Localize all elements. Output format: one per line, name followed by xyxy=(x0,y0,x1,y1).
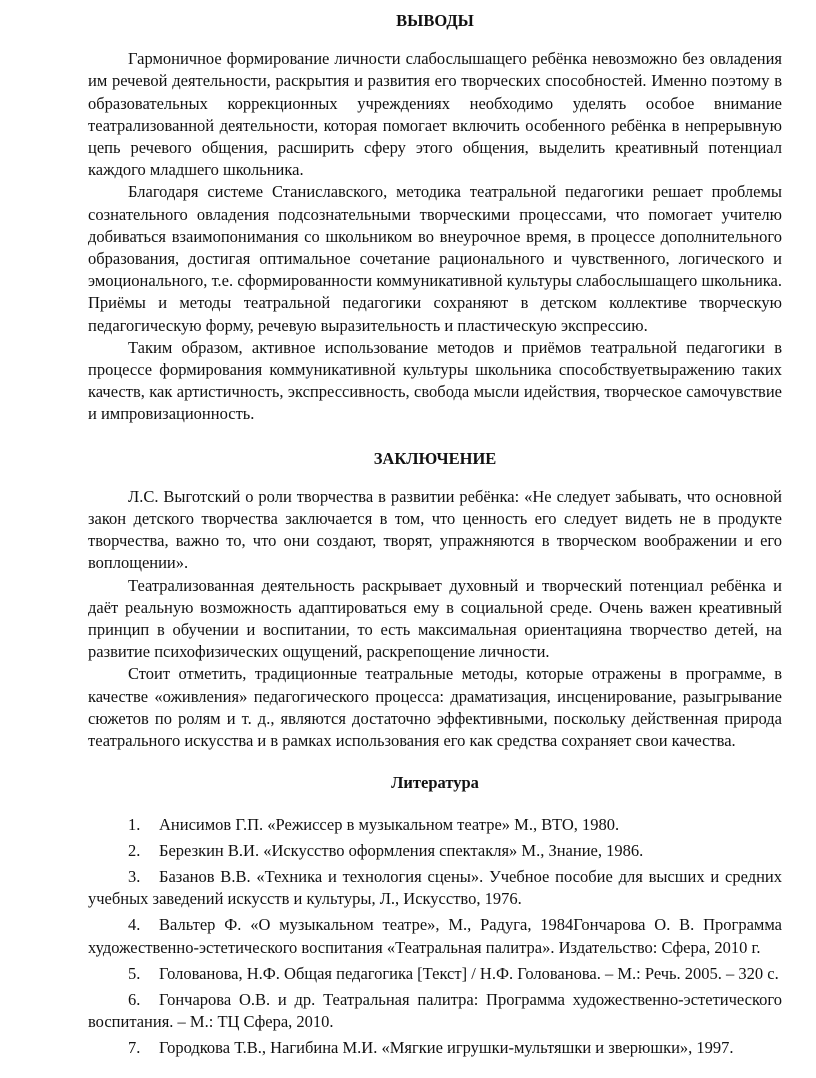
reference-text: Березкин В.И. «Искусство оформления спектакля» М., Знание, 1986. xyxy=(159,840,644,860)
section-title-conclusions: ВЫВОДЫ xyxy=(396,11,474,30)
document-page xyxy=(88,0,782,1064)
section-title-summary: ЗАКЛЮЧЕНИЕ xyxy=(373,448,497,468)
reference-number: 2. xyxy=(128,840,141,860)
reference-text: Вальтер Ф. «О музыкальном театре», М., Радуга, 1984Гончарова О. В. Программа художественно-эстетического воспитания «Театральная палитра». Издательство: Сфера, 2010 г. xyxy=(88,915,782,957)
reference-item xyxy=(88,989,782,1033)
reference-item xyxy=(88,914,782,958)
conclusions-paragraph-2: Благодаря системе Станиславского, методика театральной педагогики решает проблемы сознательного овладения подсознательными творческими процессами, что помогает учителю добиваться взаимопонимания со школьником во внеурочное время, в процессе дополнительного образования, достигая оптимальное сочетание рационального и чувственного, логического и эмоционального, т.е. сформированности коммуникативной культуры слабослышащего школьника. Приёмы и методы театральной педагогики сохраняют в детском коллективе творческую педагогическую форму, речевую выразительность и пластическую экспрессию. xyxy=(88,182,782,335)
summary-paragraph-1: Л.С. Выготский о роли творчества в развитии ребёнка: «Не следует забывать, что основной закон детского творчества заключается в том, что ценность его следует видеть не в продукте творчества, важно то, что они создают, творят, упражняются в творческом воображении и его воплощении». xyxy=(88,486,782,573)
conclusions-paragraph-3: Таким образом, активное использование методов и приёмов театральной педагогики в процессе формирования коммуникативной культуры школьника способствуетвыражению таких качеств, как артистичность, экспрессивность, свобода мысли идействия, творческое самочувствие и импровизационность. xyxy=(88,337,782,424)
reference-number: 3. xyxy=(128,866,141,886)
reference-text: Голованова, Н.Ф. Общая педагогика [Текст] / Н.Ф. Голованова. – М.: Речь. 2005. – 320 с. xyxy=(159,963,779,983)
reference-text: Базанов В.В. «Техника и технология сцены». Учебное пособие для высших и средних учебных заведений искусств и культуры, Л., Искусство, 1976. xyxy=(88,866,782,909)
reference-item xyxy=(88,814,782,836)
reference-number: 1. xyxy=(128,814,141,834)
reference-text: Анисимов Г.П. «Режиссер в музыкальном театре» М., ВТО, 1980. xyxy=(159,814,620,834)
reference-number: 7. xyxy=(128,1038,141,1058)
reference-item xyxy=(88,866,782,910)
section-title-literature: Литература xyxy=(391,773,479,793)
reference-number: 5. xyxy=(128,963,141,983)
reference-text: Гончарова О.В. и др. Театральная палитра: Программа художественно-эстетического воспитания. – М.: ТЦ Сфера, 2010. xyxy=(88,989,782,1032)
reference-item xyxy=(88,1037,782,1059)
conclusions-paragraph-1: Гармоничное формирование личности слабослышащего ребёнка невозможно без овладения им речевой деятельности, раскрытия и развития его творческих способностей. Именно поэтому в образовательных коррекционных учреждениях необходимо уделять особое внимание театрализованной деятельности, которая помогает включить особенного ребёнка в непрерывную цепь речевого общения, расширить сферу этого общения, выделить креативный потенциал каждого младшего школьника. xyxy=(88,49,782,180)
reference-item xyxy=(88,840,782,862)
reference-text: Городкова Т.В., Нагибина М.И. «Мягкие игрушки-мультяшки и зверюшки», 1997. xyxy=(159,1038,734,1058)
summary-paragraph-3: Стоит отметить, традиционные театральные методы, которые отражены в программе, в качестве «оживления» педагогического процесса: драматизация, инсценирование, разыгрывание сюжетов по ролям и т. д., являются достаточно эффективными, поскольку действенная природа театрального искусства и в рамках использования его как средства сохраняет свои качества. xyxy=(88,664,782,751)
reference-number: 4. xyxy=(128,915,141,935)
reference-item xyxy=(88,963,782,985)
summary-paragraph-2: Театрализованная деятельность раскрывает духовный и творческий потенциал ребёнка и даёт реальную возможность адаптироваться ему в социальной среде. Очень важен креативный принцип в обучении и воспитании, то есть максимальная ориентациянa творчество детей, на развитие психофизических ощущений, раскрепощение личности. xyxy=(88,575,782,662)
reference-number: 6. xyxy=(128,989,141,1009)
reference-list xyxy=(88,814,782,1060)
